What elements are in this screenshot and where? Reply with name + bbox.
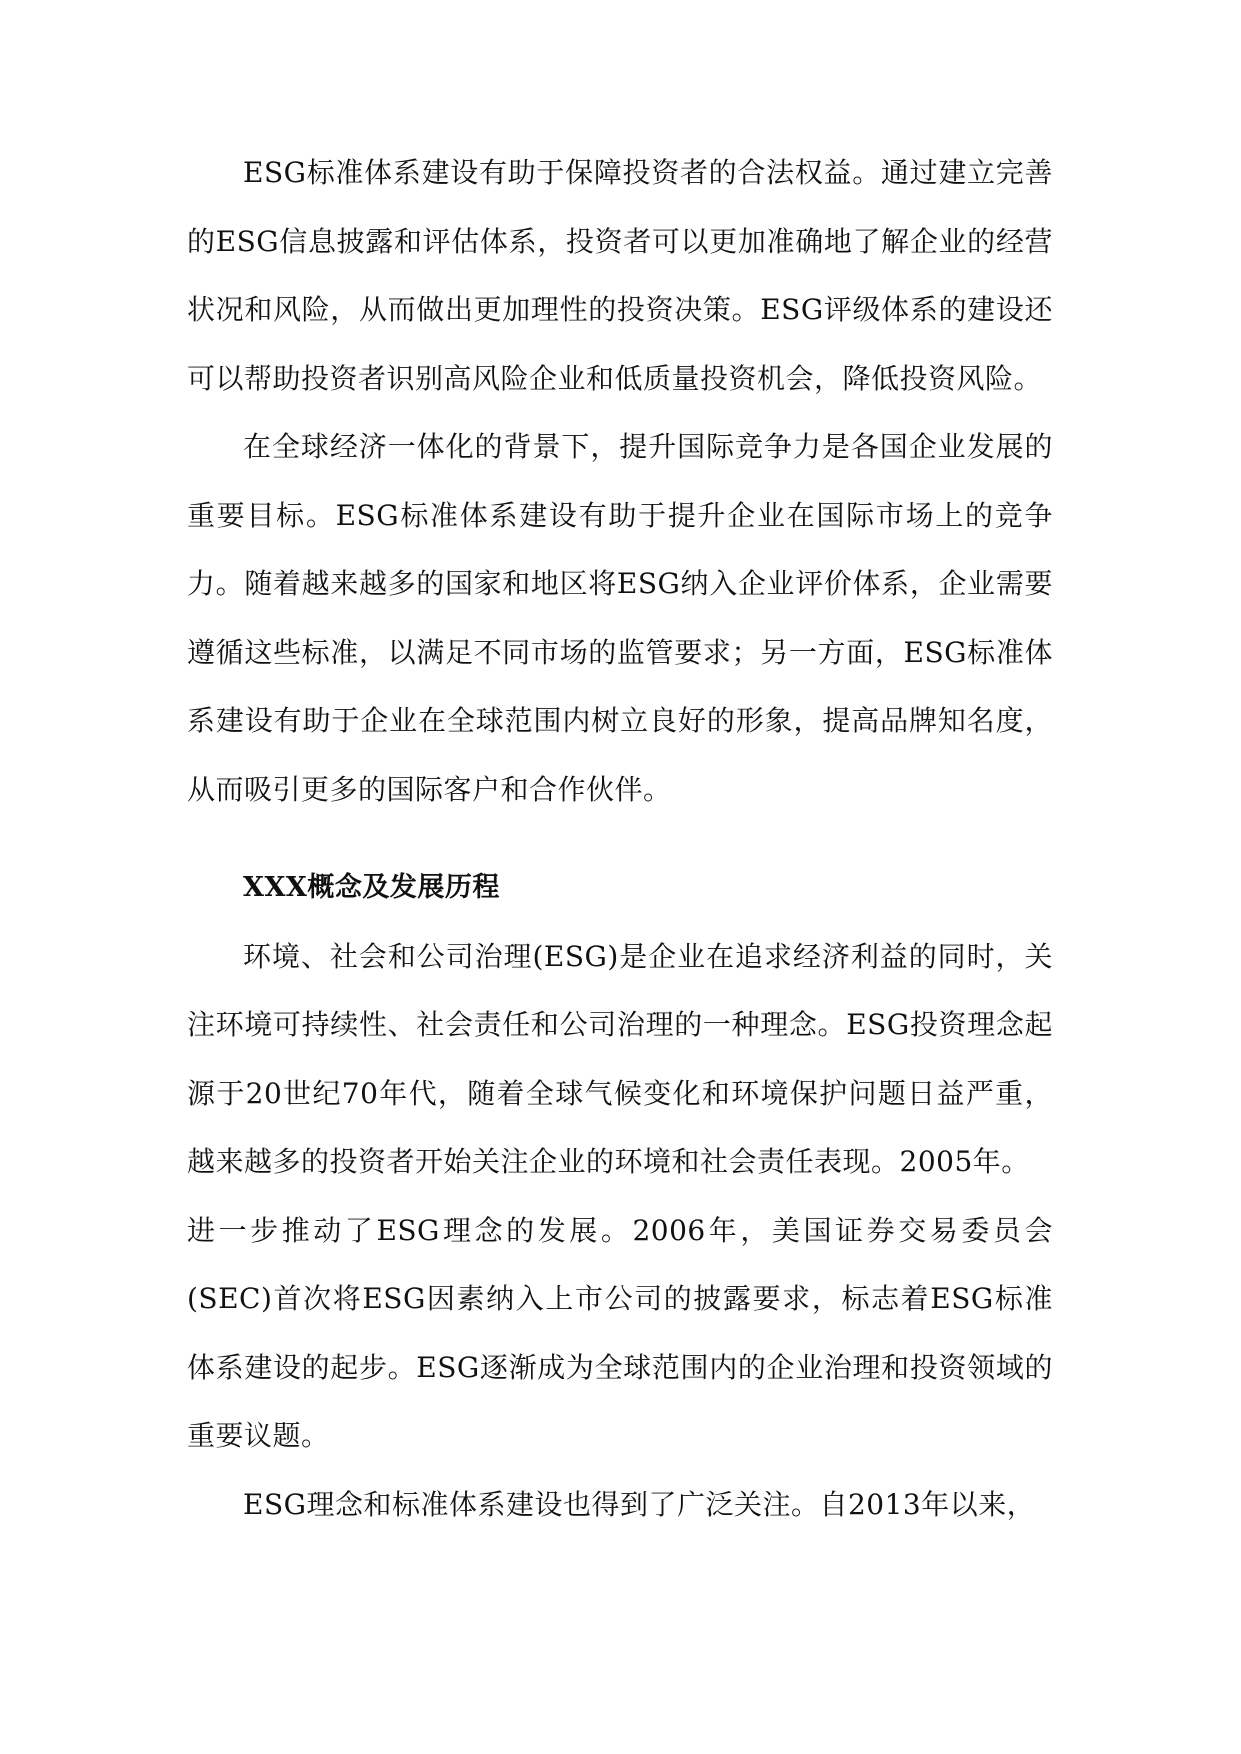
paragraph-international-competitiveness: 在全球经济一体化的背景下，提升国际竞争力是各国企业发展的重要目标。ESG标准体系建设有助于提升企业在国际市场上的竞争力。随着越来越多的国家和地区将ESG纳入企业评价体系，企业需要遵循这些标准，以满足不同市场的监管要求；另一方面，ESG标准体系建设有助于企业在全球范围内树立良好的形象，提高品牌知名度，从而吸引更多的国际客户和合作伙伴。 [187, 430, 1053, 806]
paragraph-esg-attention: ESG理念和标准体系建设也得到了广泛关注。自2013年以来， [243, 1487, 1036, 1521]
paragraph-investor-rights: ESG标准体系建设有助于保障投资者的合法权益。通过建立完善的ESG信息披露和评估体系，投资者可以更加准确地了解企业的经营状况和风险，从而做出更加理性的投资决策。ESG评级体系的建设还可以帮助投资者识别高风险企业和低质量投资机会，降低投资风险。 [187, 156, 1053, 395]
paragraph-esg-definition: 环境、社会和公司治理(ESG)是企业在追求经济利益的同时，关注环境可持续性、社会责任和公司治理的一种理念。ESG投资理念起源于20世纪70年代，随着全球气候变化和环境保护问题日益严重，越来越多的投资者开始关注企业的环境和社会责任表现。2005年。 [187, 939, 1053, 1178]
document-body [187, 139, 1053, 1539]
paragraph-esg-development: 进一步推动了ESG理念的发展。2006年，美国证券交易委员会(SEC)首次将ESG因素纳入上市公司的披露要求，标志着ESG标准体系建设的起步。ESG逐渐成为全球范围内的企业治理和投资领域的重要议题。 [187, 1213, 1053, 1452]
section-heading: XXX概念及发展历程 [243, 872, 500, 903]
